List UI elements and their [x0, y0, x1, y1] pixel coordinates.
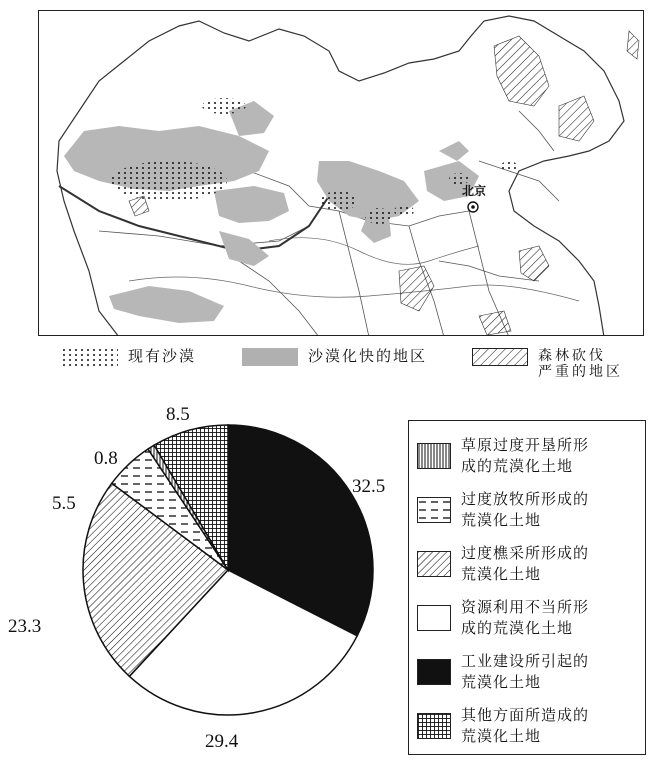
pie-label-8-5: 8.5 [166, 404, 190, 425]
diagonal-hatch-swatch-icon [417, 551, 451, 577]
legend-item-deforestation [472, 348, 623, 380]
pie-legend-line2: 成的荒漠化土地 [461, 619, 574, 637]
pie-legend-line2: 荒漠化土地 [461, 511, 542, 529]
pie-legend-item [417, 591, 637, 645]
china-desertification-map [38, 10, 644, 336]
beijing-label: 北京 [462, 184, 487, 198]
legend-label-desert: 现有沙漠 [128, 347, 197, 365]
horizontal-dashes-swatch-icon [417, 497, 451, 523]
legend-label-rapid-desertification: 沙漠化快的地区 [308, 347, 428, 365]
map-legend [62, 344, 652, 388]
crosshatch-swatch-icon [417, 713, 451, 739]
desert-swatch-icon [62, 348, 118, 366]
pie-legend-line2: 荒漠化土地 [461, 673, 542, 691]
pie-legend-line2: 荒漠化土地 [461, 565, 542, 583]
pie-legend-item [417, 537, 637, 591]
pie-chart [0, 392, 408, 764]
hatch-swatch-icon [472, 348, 528, 366]
pie-label-0-8: 0.8 [94, 448, 118, 469]
pie-legend-line2: 荒漠化土地 [461, 727, 542, 745]
pie-label-32-5: 32.5 [352, 476, 386, 497]
pie-legend-label [461, 543, 637, 585]
gray-area-swatch-icon [242, 348, 298, 366]
pie-legend-item [417, 699, 637, 753]
pie-legend-label [461, 651, 637, 693]
beijing-marker [468, 202, 478, 212]
pie-legend-line2: 成的荒漠化土地 [461, 457, 574, 475]
pie-legend-label [461, 489, 637, 531]
legend-item-desert [62, 348, 196, 366]
pie-legend-line1: 过度放牧所形成的 [461, 490, 590, 508]
pie-label-29-4: 29.4 [205, 731, 239, 752]
legend-label-deforestation-line1: 森林砍伐 [538, 348, 606, 364]
pie-legend-item [417, 645, 637, 699]
pie-label-5-5: 5.5 [52, 493, 76, 514]
pie-legend-item [417, 429, 637, 483]
white-swatch-icon [417, 605, 451, 631]
pie-legend-line1: 其他方面所造成的 [461, 706, 590, 724]
vertical-lines-swatch-icon [417, 443, 451, 469]
map-svg [39, 11, 644, 336]
rivers [129, 238, 579, 301]
pie-legend-label [461, 597, 637, 639]
solid-black-swatch-icon [417, 659, 451, 685]
pie-legend-item [417, 483, 637, 537]
pie-label-23-3: 23.3 [8, 616, 42, 637]
pie-legend [408, 420, 646, 755]
pie-legend-line1: 过度樵采所形成的 [461, 544, 590, 562]
legend-label-deforestation-line2: 严重的地区 [538, 364, 623, 380]
legend-item-rapid-desertification [242, 348, 427, 366]
pie-legend-line1: 草原过度开垦所形 [461, 436, 590, 454]
pie-legend-line1: 资源利用不当所形 [461, 598, 590, 616]
pie-slices [83, 425, 373, 715]
pie-legend-label [461, 435, 637, 477]
pie-legend-line1: 工业建设所引起的 [461, 652, 590, 670]
pie-legend-label [461, 705, 637, 747]
